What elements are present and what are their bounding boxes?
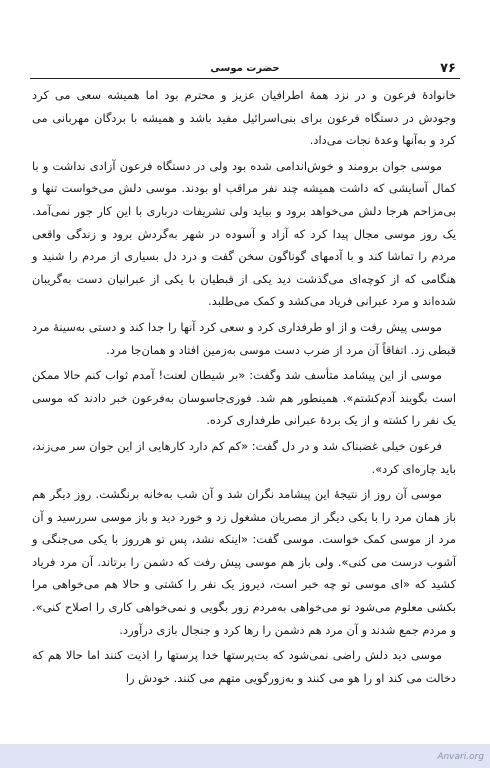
page-header: [34, 58, 456, 78]
running-title: حضرت موسی: [210, 62, 280, 74]
paragraph-3: موسی پیش رفت و از او طرفداری کرد و سعی کرد آنها را جدا کند و دستی به‌سینهٔ مرد قبطی زد. اتفاقاً آن مرد از ضرب دست موسی به‌زمین افتاد و همان‌جا مرد.: [32, 319, 456, 357]
watermark: Anvari.org: [437, 752, 484, 762]
paragraph-1: خانوادهٔ فرعون و در نزد همهٔ اطرافیان عزیز و محترم بود اما همیشه سعی می کرد وجودش در دستگاه فرعون برای بنی‌اسرائیل مفید باشد و همیشه با بردگان مهربانی می کرد و به‌آنها وعدهٔ نجات می‌داد.: [32, 88, 456, 148]
page-number: ۷۶: [440, 60, 456, 76]
body-text: [32, 84, 456, 692]
paragraph-4: موسی از این پیشامد متأسف شد وگفت: «بر شیطان لعنت! آمدم ثواب کنم حالا ممکن است بگویند آدم‌کشتم». همینطور هم شد. فوری‌جاسوسان به‌فرعون خبر دادند که موسی یک نفر را کشته و از یک بردهٔ عبرانی طرفداری کرده.: [32, 368, 456, 428]
paragraph-5: فرعون خیلی غضبناک شد و در دل گفت: «کم کم دارد کارهایی از این جوان سر می‌زند، باید چاره‌ای کرد».: [32, 438, 456, 476]
header-rule: [30, 78, 460, 79]
paragraph-7: موسی دید دلش راضی نمی‌شود که بت‌پرستها خدا پرستها را اذیت کنند اما حالا هم که دخالت می کند او را هو می کنند و به‌زورگویی متهم می کنند. خودش را: [32, 648, 456, 685]
paragraph-6: موسی آن روز از نتیجهٔ این پیشامد نگران شد و آن شب به‌خانه برنگشت. روز دیگر هم باز همان مرد را با یکی دیگر از مصریان مشغول زد و خورد دید و باز موسی سررسید و آن مرد از موسی کمک خواست. موسی گفت: «اینکه نشد، پس تو هرروز با یکی می‌جنگی و آشوب درست می کنی». ولی باز هم موسی پیش رفت که دشمن را برتاند. آن مرد فریاد کشید که «ای موسی تو چه خبر است، دیروز یک نفر را کشتی و حالا هم می‌خواهی مرا بکشی معلوم می‌شود تو می‌خواهی به‌مردم زور بگویی و نمی‌خواهی کاری را اصلاح کنی». و مردم جمع شدند و آن مرد هم دشمن را رها کرد و جنجال بازی درآورد.: [32, 487, 456, 637]
paragraph-2: موسی جوان برومند و خوش‌اندامی شده بود ولی در دستگاه فرعون آزادی نداشت و با کمال آسایشی که داشت همیشه چند نفر مراقب او بودند. موسی دلش می‌خواست تنها و بی‌مزاحم هرجا دلش می‌خواهد برود و بیاید ولی تشریفات درباری با این کار جور نمی‌آمد. یک روز موسی مجال پیدا کرد که آزاد و آسوده در شهر به‌گردش برود و زندگی واقعی مردم را تماشا کند و با آدمهای گوناگون سخن گفت و درد دل بسیاری از مردم را شنید و هنگامی که از کوچه‌ای می‌گذشت دید یکی از قبطیان با یکی از عبرانیان دست به‌گریبان شده‌اند و مرد عبرانی فریاد می‌کشد و کمک می‌طلبد.: [32, 158, 456, 309]
footer-band: [0, 744, 490, 768]
